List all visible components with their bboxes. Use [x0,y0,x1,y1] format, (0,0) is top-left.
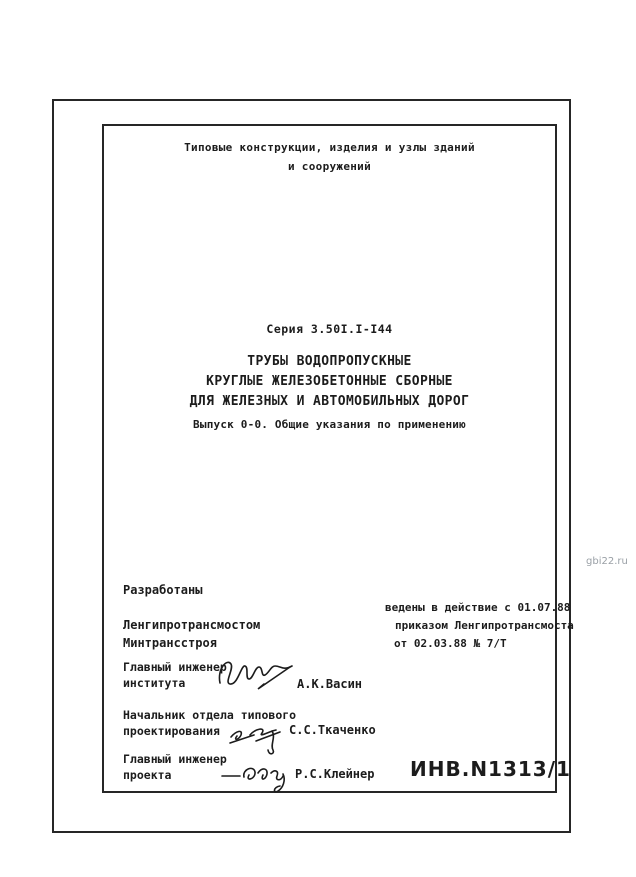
header-line-2: и сооружений [287,160,372,173]
developer-org-line-2: Минтрансстроя [123,636,217,650]
signatory-1-role-line-1: Главный инженер [123,660,227,674]
title-line-3: ДЛЯ ЖЕЛЕЗНЫХ И АВТОМОБИЛЬНЫХ ДОРОГ [189,394,470,409]
title-line-1: ТРУБЫ ВОДОПРОПУСКНЫЕ [247,354,412,369]
signatory-1-role-line-2: института [123,676,186,690]
signature-vasin-icon [214,653,298,697]
signatory-1-name: А.К.Васин [297,677,363,691]
document-title [104,352,555,412]
developer-org-line-1: Ленгипротрансмостом [123,618,261,632]
signatory-3-name: Р.С.Клейнер [295,767,375,781]
signatory-3-role-line-2: проекта [123,768,172,782]
watermark: gbi22.ru [586,556,628,567]
signatory-2-name: С.С.Ткаченко [289,723,376,737]
signature-kleiner-icon [220,760,296,794]
signatory-2-role-line-1: Начальник отдела типового [123,708,297,722]
inventory-number: ИНВ.N1313/1 [410,757,571,781]
signature-tkachenko-icon [228,719,288,757]
signatory-3-role [123,751,227,783]
signatory-1-role [123,659,227,691]
signatory-2-role-line-2: проектирования [123,724,220,738]
developed-by-label: Разработаны [123,583,203,597]
header-line-1: Типовые конструкции, изделия и узлы зданий [184,141,475,154]
approval-note [385,599,574,653]
approval-line-1: ведены в действие с 01.07.88 [385,601,571,614]
title-line-2: КРУГЛЫЕ ЖЕЛЕЗОБЕТОННЫЕ СБОРНЫЕ [206,374,453,389]
approval-line-2: приказом Ленгипротрансмоста [395,619,574,632]
inner-border [102,124,574,793]
developer-organization [123,616,260,652]
document-category-header [104,138,555,176]
approval-line-3: от 02.03.88 № 7/Т [394,637,507,650]
signatory-3-role-line-1: Главный инженер [123,752,227,766]
series-number: Серия 3.50I.I-I44 [266,322,393,336]
issue-subtitle: Выпуск 0-0. Общие указания по применению [193,418,466,431]
